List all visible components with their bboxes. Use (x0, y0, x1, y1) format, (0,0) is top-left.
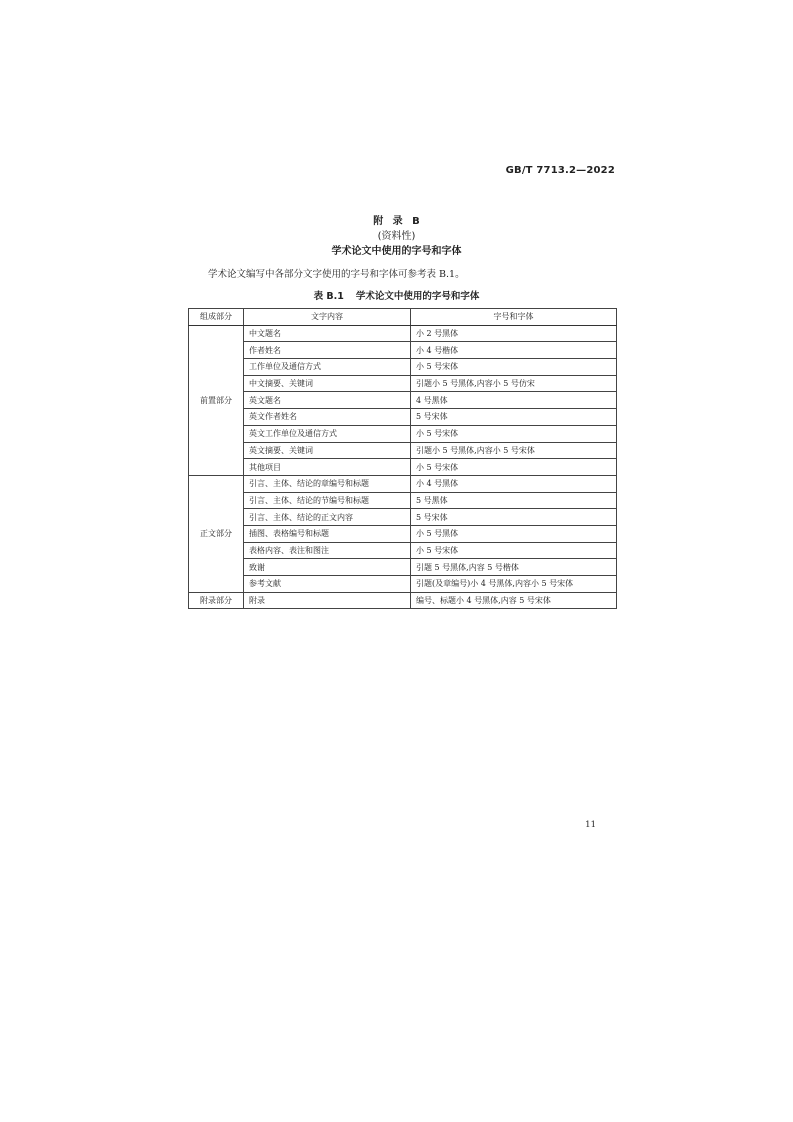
appendix-heading: 学术论文中使用的字号和字体 (331, 246, 462, 257)
font-cell: 小 5 号宋体 (411, 359, 617, 376)
table-header-row (189, 309, 617, 326)
table-caption-number: 表 B.1 (313, 291, 344, 302)
table-body (189, 325, 617, 609)
appendix-title: 附 录 B (373, 216, 420, 227)
table-row (189, 542, 617, 559)
table-caption (0, 288, 793, 302)
font-cell: 5 号宋体 (411, 409, 617, 426)
content-cell: 致谢 (244, 559, 411, 576)
font-cell: 4 号黑体 (411, 392, 617, 409)
font-cell: 编号、标题小 4 号黑体,内容 5 号宋体 (411, 592, 617, 609)
table-row (189, 592, 617, 609)
table-row (189, 576, 617, 593)
font-cell: 小 2 号黑体 (411, 325, 617, 342)
page-number: 11 (585, 820, 596, 830)
font-cell: 小 5 号宋体 (411, 425, 617, 442)
content-cell: 英文题名 (244, 392, 411, 409)
table-caption-title: 学术论文中使用的字号和字体 (355, 291, 480, 302)
font-cell: 小 5 号宋体 (411, 542, 617, 559)
group-cell: 附录部分 (189, 592, 244, 609)
group-cell: 前置部分 (189, 325, 244, 475)
content-cell: 附录 (244, 592, 411, 609)
content-cell: 引言、主体、结论的节编号和标题 (244, 492, 411, 509)
table-row (189, 342, 617, 359)
content-cell: 中文摘要、关键词 (244, 375, 411, 392)
content-cell: 引言、主体、结论的章编号和标题 (244, 475, 411, 492)
content-cell: 中文题名 (244, 325, 411, 342)
table-row (189, 475, 617, 492)
appendix-nature: (资料性) (377, 231, 416, 242)
content-cell: 插图、表格编号和标题 (244, 525, 411, 542)
font-cell: 小 4 号楷体 (411, 342, 617, 359)
table-row (189, 409, 617, 426)
table-row (189, 325, 617, 342)
content-cell: 引言、主体、结论的正文内容 (244, 509, 411, 526)
table-row (189, 442, 617, 459)
content-cell: 英文工作单位及通信方式 (244, 425, 411, 442)
font-cell: 引题(及章编号)小 4 号黑体,内容小 5 号宋体 (411, 576, 617, 593)
content-cell: 表格内容、表注和图注 (244, 542, 411, 559)
table-row (189, 425, 617, 442)
group-cell: 正文部分 (189, 475, 244, 592)
table-row (189, 392, 617, 409)
table-row (189, 525, 617, 542)
table-row (189, 559, 617, 576)
font-cell: 小 5 号黑体 (411, 525, 617, 542)
font-cell: 5 号宋体 (411, 509, 617, 526)
table-row (189, 492, 617, 509)
intro-paragraph: 学术论文编写中各部分文字使用的字号和字体可参考表 B.1。 (208, 269, 465, 280)
content-cell: 英文摘要、关键词 (244, 442, 411, 459)
header-cell-content: 文字内容 (244, 309, 411, 326)
font-cell: 引题 5 号黑体,内容 5 号楷体 (411, 559, 617, 576)
table-row (189, 459, 617, 476)
font-cell: 引题小 5 号黑体,内容小 5 号仿宋 (411, 375, 617, 392)
content-cell: 其他项目 (244, 459, 411, 476)
content-cell: 英文作者姓名 (244, 409, 411, 426)
font-cell: 小 5 号宋体 (411, 459, 617, 476)
content-cell: 工作单位及通信方式 (244, 359, 411, 376)
table-row (189, 509, 617, 526)
font-cell: 小 4 号黑体 (411, 475, 617, 492)
header-cell-component: 组成部分 (189, 309, 244, 326)
content-cell: 参考文献 (244, 576, 411, 593)
standard-code: GB/T 7713.2—2022 (505, 165, 615, 176)
content-cell: 作者姓名 (244, 342, 411, 359)
table-row (189, 375, 617, 392)
font-cell: 引题小 5 号黑体,内容小 5 号宋体 (411, 442, 617, 459)
font-spec-table (188, 308, 617, 609)
table-row (189, 359, 617, 376)
header-cell-font: 字号和字体 (411, 309, 617, 326)
font-cell: 5 号黑体 (411, 492, 617, 509)
